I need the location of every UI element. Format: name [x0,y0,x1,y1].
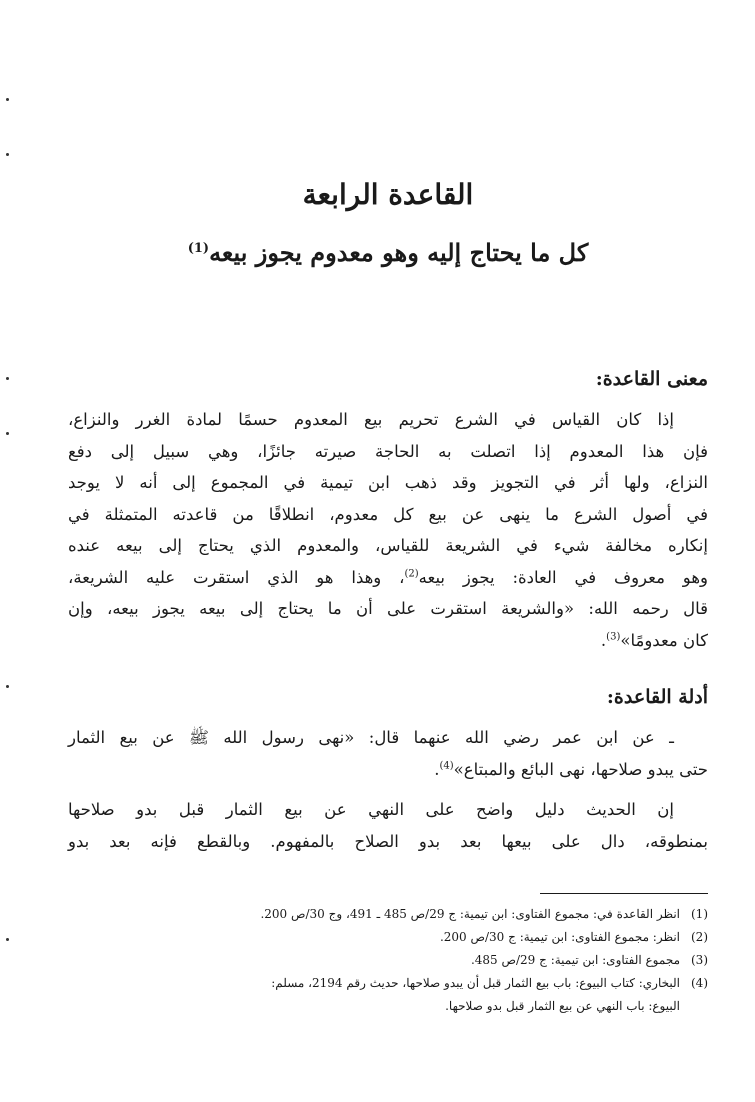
section-heading-meaning: معنى القاعدة: [595,368,708,390]
text-run: حتى يبدو صلاحها، نهى البائع والمبتاع» [453,759,708,779]
footnote-ref-4: (4) [439,760,454,771]
scan-mark [6,153,9,156]
text-line: إن الحديث دليل واضح على النهي عن بيع الثمار قبل بدو صلاحها [68,800,674,819]
footnote-ref-1: (1) [187,241,210,256]
text-run: ، وهذا هو الذي استقرت عليه الشريعة، [68,567,405,587]
text-line: إنكاره مخالفة شيء في الشريعة للقياس، والمعدوم الذي يحتاج إلى بيعه عنده [68,536,708,555]
footnote-number: (4) [690,976,708,990]
subtitle-text: كل ما يحتاج إليه وهو معدوم يجوز بيعه [209,238,589,267]
text-line [68,625,708,657]
text-line: ـ عن ابن عمر رضي الله عنهما قال: «نهى رسول الله ﷺ عن بيع الثمار [68,728,674,747]
footnote-text-continued: البيوع: باب النهي عن بيع الثمار قبل بدو صلاحها. [445,999,680,1013]
explanation-paragraph [68,794,708,857]
scan-mark [6,377,9,380]
footnote-item [68,903,708,926]
section-heading-evidence: أدلة القاعدة: [606,686,708,708]
scan-mark [6,98,9,101]
text-line: النزاع، ولها أثر في التجويز وقد ذهب ابن تيمية في المجموع إلى أنه لا يوجد [68,473,708,492]
hadith-paragraph [68,722,708,785]
footnote-text: انظر القاعدة في: مجموع الفتاوى: ابن تيمية: ج 29/ص 485 ـ 491، وج 30/ص 200. [260,907,680,921]
text-line: في أصول الشرع ما ينهى عن بيع كل معدوم، انطلاقًا من قاعدته المتمثلة في [68,504,708,524]
footnote-text: مجموع الفتاوى: ابن تيمية: ج 29/ص 485. [470,953,680,967]
meaning-paragraph [68,404,708,656]
page-subtitle [68,238,708,267]
scan-mark [6,685,9,688]
document-page [68,0,708,1102]
text-line: إذا كان القياس في الشرع تحريم بيع المعدوم حسمًا لمادة الغرر والنزاع، [68,410,674,429]
text-line: فإن هذا المعدوم إذا اتصلت به الحاجة صيرته جائزًا، وهي سبيل إلى دفع [68,441,708,461]
footnote-number: (2) [690,930,708,944]
footnote-divider [540,893,708,894]
text-run: كان معدومًا» [620,630,708,650]
footnote-text: البخاري: كتاب البيوع: باب بيع الثمار قبل أن يبدو صلاحها، حديث رقم 2194، مسلم: [271,976,680,990]
footnote-item [68,972,708,1018]
scan-mark [6,938,9,941]
text-line: بمنطوقه، دال على بيعها بعد بدو الصلاح بالمفهوم. وبالقطع فإنه بعد بدو [68,831,708,851]
text-run: . [434,759,440,779]
text-line [68,754,708,786]
footnote-item [68,926,708,949]
footnote-number: (1) [690,907,708,921]
page-title: القاعدة الرابعة [302,178,474,211]
footnote-text: انظر: مجموع الفتاوى: ابن تيمية: ج 30/ص 200. [439,930,680,944]
text-line [68,562,708,594]
footnote-ref-3: (3) [606,631,621,642]
text-line: قال رحمه الله: «والشريعة استقرت على أن ما يحتاج إلى بيعه يجوز بيعه، وإن [68,599,708,618]
footnote-ref-2: (2) [404,568,419,579]
footnote-item [68,949,708,972]
footnote-number: (3) [690,953,708,967]
scan-mark [6,432,9,435]
text-run: وهو معروف في العادة: يجوز بيعه [418,567,708,587]
footnotes-list [68,903,708,1018]
text-run: . [600,630,607,650]
